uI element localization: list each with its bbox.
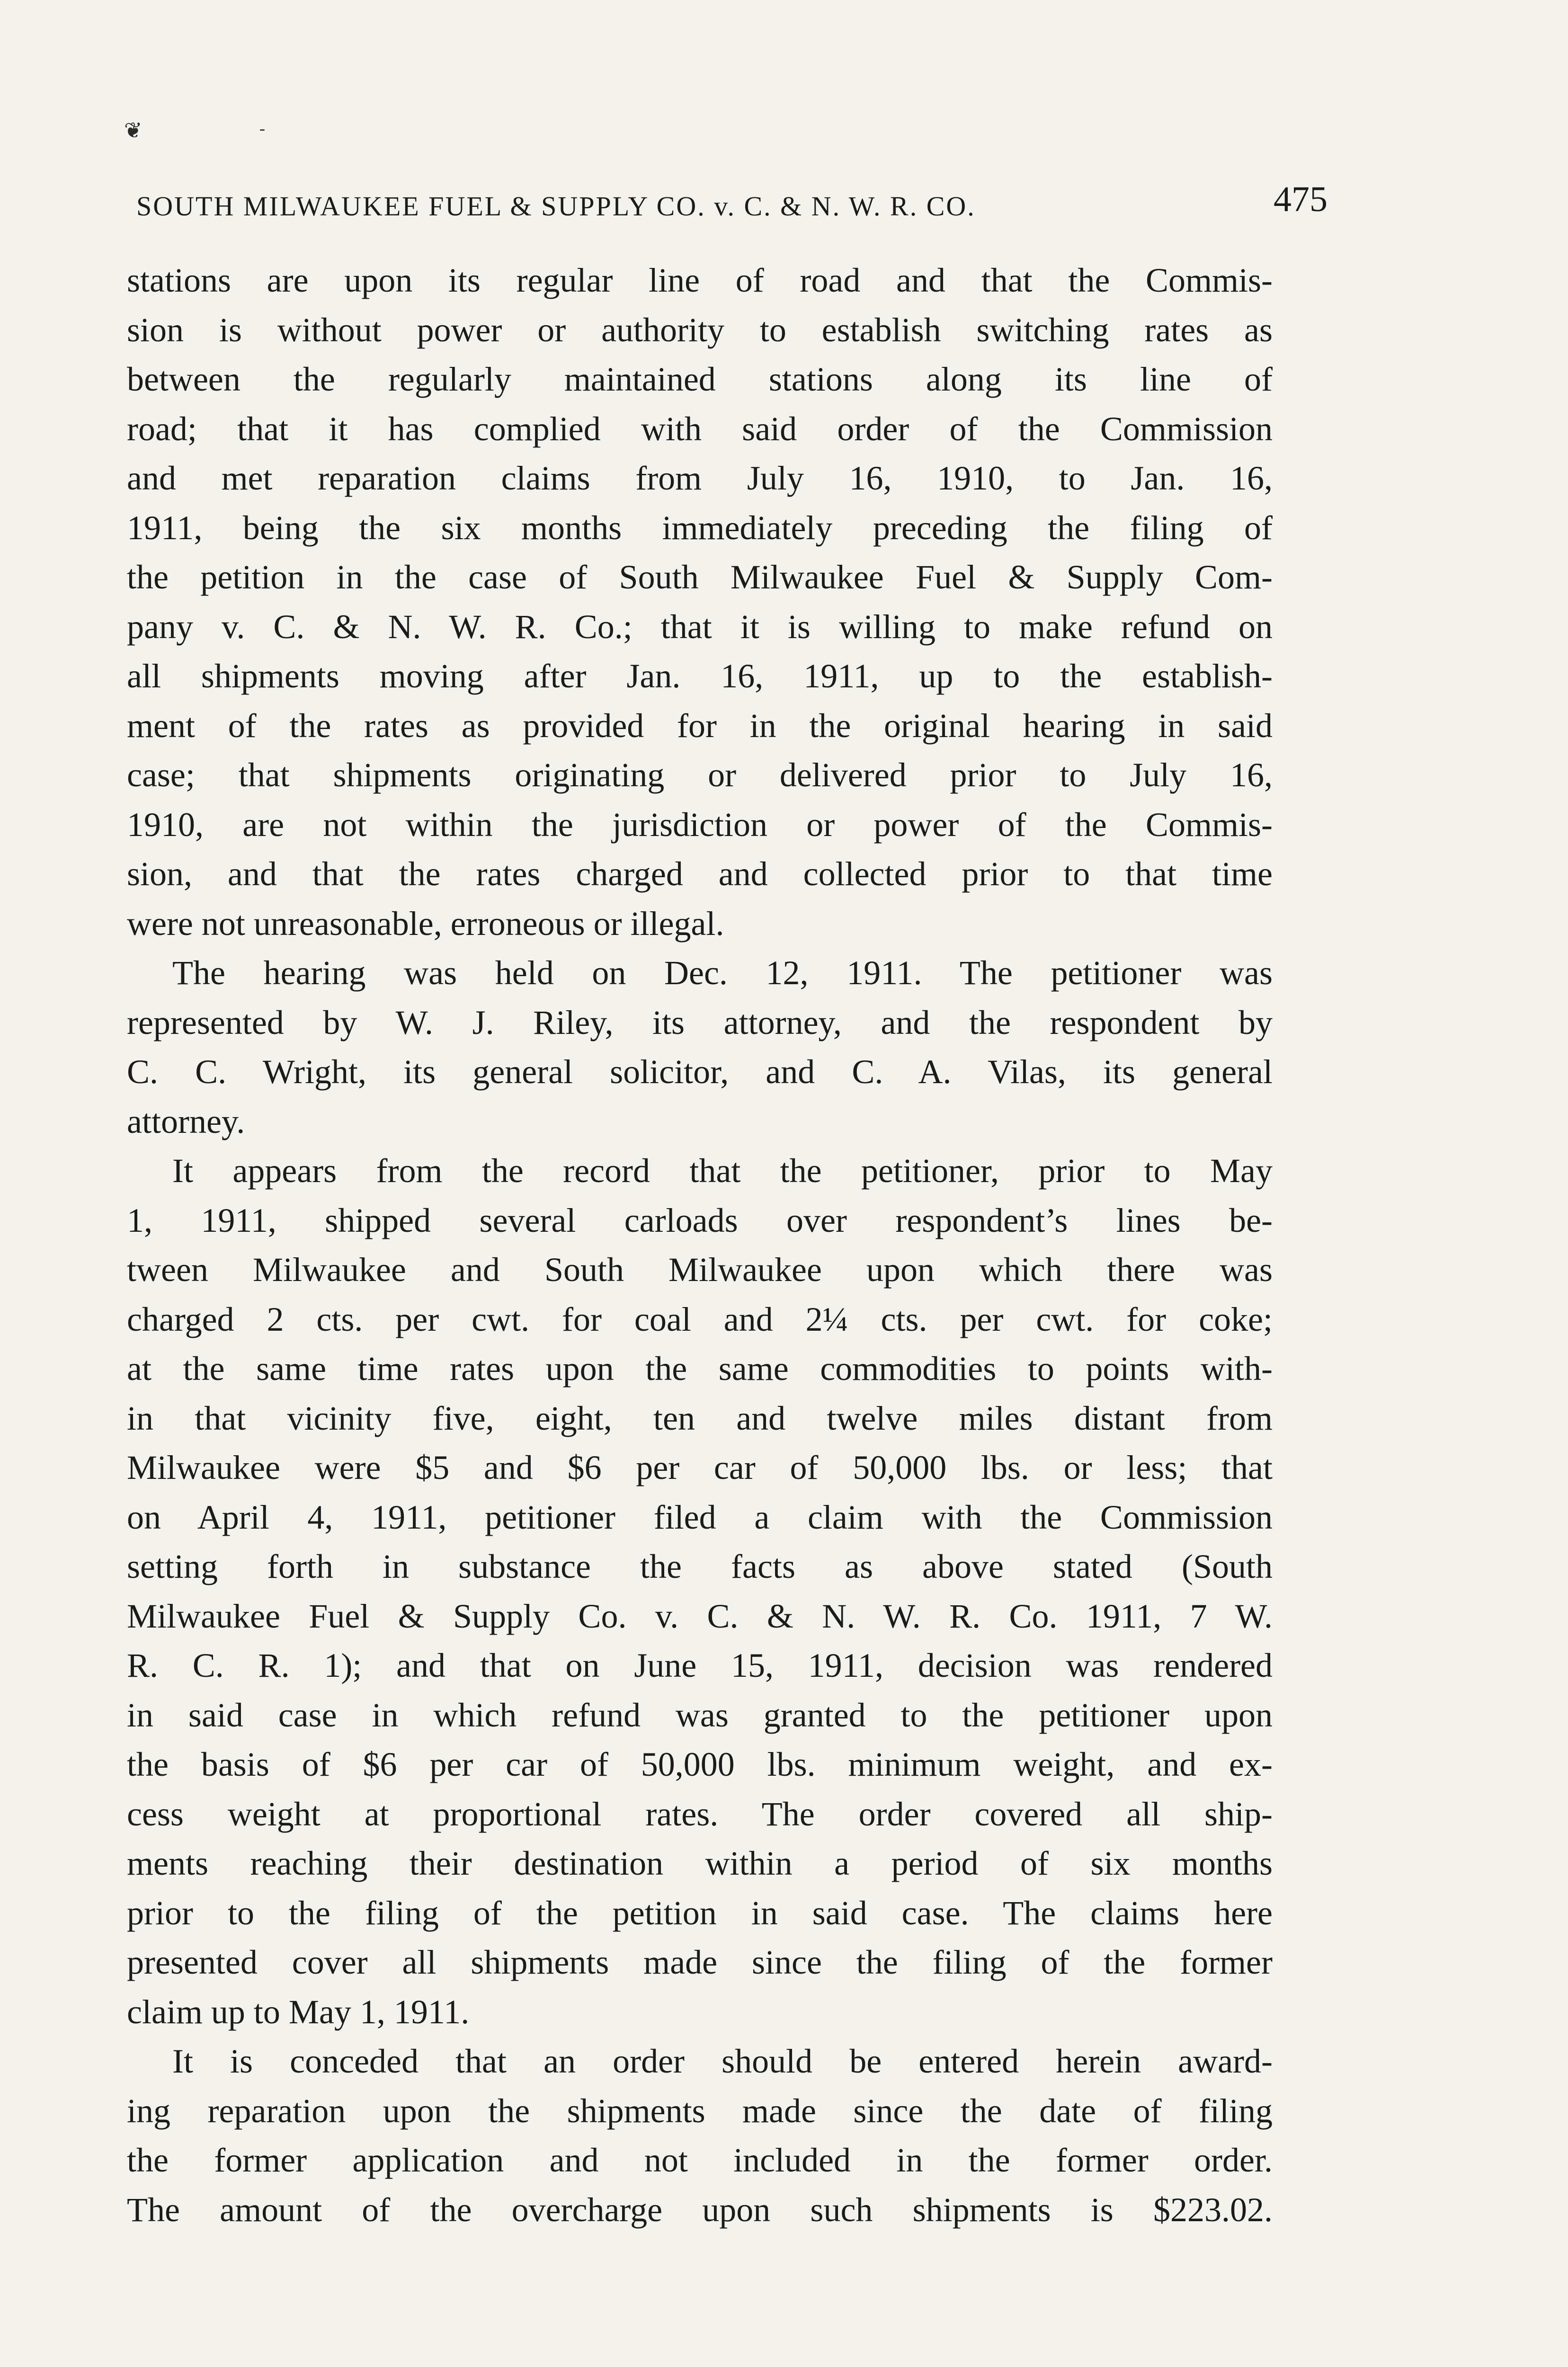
page-number: 475 <box>1274 179 1327 219</box>
text-line: all shipments moving after Jan. 16, 1911, up to the establish- <box>127 657 1273 695</box>
text-line: between the regularly maintained stations along its line of <box>127 360 1273 398</box>
text-line: 1910, are not within the jurisdiction or power of the Commis- <box>127 805 1273 844</box>
text-line: the basis of $6 per car of 50,000 lbs. minimum weight, and ex- <box>127 1745 1273 1783</box>
text-line: stations are upon its regular line of road and that the Commis- <box>127 261 1273 299</box>
text-line: The amount of the overcharge upon such shipments is $223.02. <box>127 2190 1273 2229</box>
text-line: Milwaukee were $5 and $6 per car of 50,000 lbs. or less; that <box>127 1449 1273 1486</box>
text-line: pany v. C. & N. W. R. Co.; that it is willing to make refund on <box>127 607 1273 646</box>
running-head-title: SOUTH MILWAUKEE FUEL & SUPPLY CO. v. C. & N. W. R. CO. <box>136 191 976 222</box>
text-line: charged 2 cts. per cwt. for coal and 2¼ cts. per cwt. for coke; <box>127 1300 1273 1338</box>
text-line: It appears from the record that the petitioner, prior to May <box>172 1152 1273 1190</box>
text-line: road; that it has complied with said order of the Commission <box>127 409 1273 448</box>
text-line: prior to the filing of the petition in said case. The claims here <box>127 1894 1273 1932</box>
text-line: 1, 1911, shipped several carloads over respondent’s lines be- <box>127 1201 1273 1239</box>
text-line: represented by W. J. Riley, its attorney, and the respondent by <box>127 1003 1273 1041</box>
text-line: tween Milwaukee and South Milwaukee upon which there was <box>127 1251 1273 1289</box>
text-line: at the same time rates upon the same commodities to points with- <box>127 1350 1273 1388</box>
text-line: C. C. Wright, its general solicitor, and C. A. Vilas, its general <box>127 1053 1273 1091</box>
ornament-icon: ❦ <box>124 118 143 142</box>
text-line: case; that shipments originating or delivered prior to July 16, <box>127 756 1273 794</box>
text-line: The hearing was held on Dec. 12, 1911. The petitioner was <box>172 954 1273 992</box>
text-line: ment of the rates as provided for in the original hearing in said <box>127 706 1273 745</box>
text-line: and met reparation claims from July 16, 1910, to Jan. 16, <box>127 459 1273 497</box>
body-text <box>127 256 1273 2234</box>
text-line: attorney. <box>127 1102 245 1140</box>
text-line: the former application and not included in the former order. <box>127 2141 1273 2179</box>
text-line: sion is without power or authority to establish switching rates as <box>127 311 1273 349</box>
dash-mark: - <box>259 119 265 138</box>
text-line: ing reparation upon the shipments made since the date of filing <box>127 2091 1273 2130</box>
running-head <box>136 179 1327 231</box>
text-line: presented cover all shipments made since the filing of the former <box>127 1943 1273 1981</box>
text-line: setting forth in substance the facts as above stated (South <box>127 1548 1273 1585</box>
text-line: the petition in the case of South Milwaukee Fuel & Supply Com- <box>127 558 1273 596</box>
text-line: were not unreasonable, erroneous or illegal. <box>127 904 724 943</box>
text-line: Milwaukee Fuel & Supply Co. v. C. & N. W. R. Co. 1911, 7 W. <box>127 1597 1273 1635</box>
text-line: R. C. R. 1); and that on June 15, 1911, decision was rendered <box>127 1646 1273 1684</box>
text-line: ments reaching their destination within a period of six months <box>127 1844 1273 1882</box>
text-line: claim up to May 1, 1911. <box>127 1993 470 2031</box>
text-line: cess weight at proportional rates. The order covered all ship- <box>127 1795 1273 1833</box>
text-line: in that vicinity five, eight, ten and twelve miles distant from <box>127 1399 1273 1437</box>
text-line: 1911, being the six months immediately preceding the filing of <box>127 508 1273 547</box>
text-line: on April 4, 1911, petitioner filed a claim with the Commission <box>127 1498 1273 1536</box>
text-line: sion, and that the rates charged and collected prior to that time <box>127 855 1273 893</box>
text-line: It is conceded that an order should be entered herein award- <box>172 2042 1273 2080</box>
text-line: in said case in which refund was granted to the petitioner upon <box>127 1696 1273 1734</box>
